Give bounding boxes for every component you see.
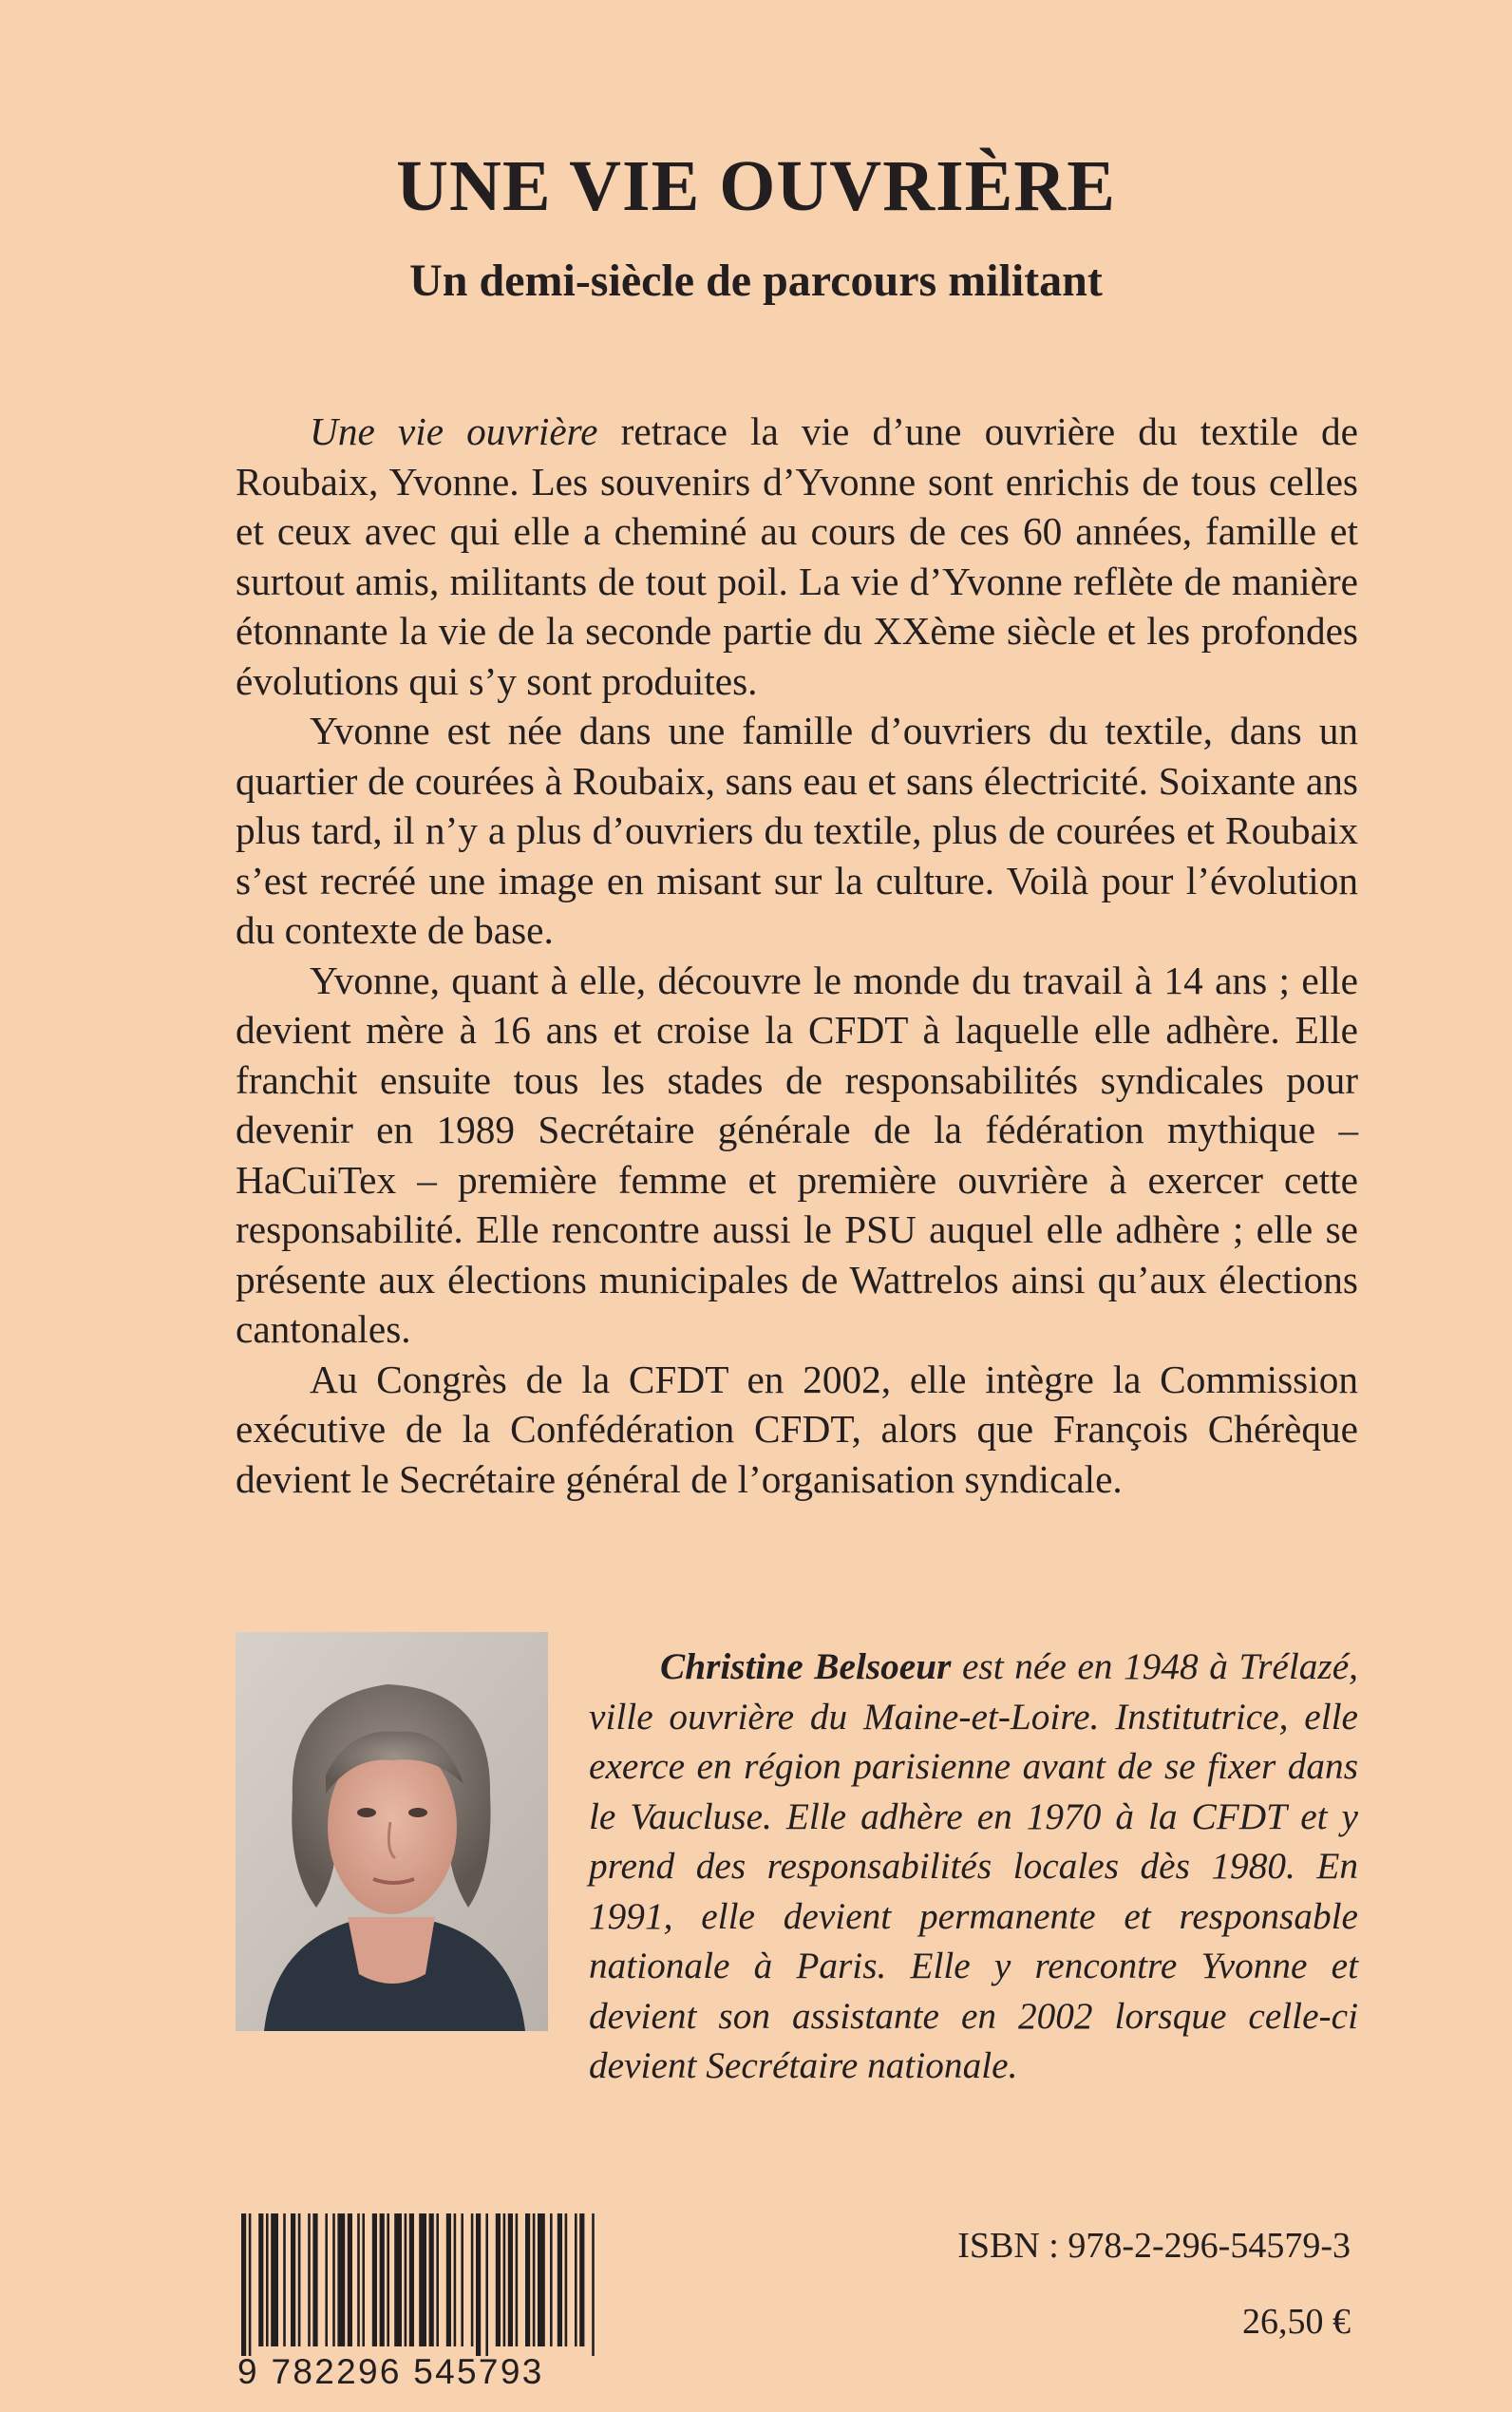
barcode-bar: [325, 2213, 328, 2346]
barcode-bar: [409, 2213, 414, 2346]
barcode-bar: [380, 2213, 385, 2346]
barcode-bar: [241, 2213, 246, 2356]
barcode-bar: [419, 2213, 426, 2346]
book-title: UNE VIE OUVRIÈRE: [396, 146, 1116, 226]
barcode-bar: [446, 2213, 451, 2346]
summary-paragraph-1-text: retrace la vie d’une ouvrière du textile de Roubaix, Yvonne. Les souvenirs d’Yvonne sont enrichis de tous celles et ceux avec qui elle a cheminé au cours de ces 60 années, famille et surtout amis, militants de tout poil. La vie d’Yvonne reflète de manière étonnante la vie de la seconde partie du XXème siècle et les profondes évolutions qui s’y sont produites.: [236, 409, 1358, 703]
barcode-bar: [525, 2213, 530, 2346]
barcode-bar: [362, 2213, 365, 2346]
barcode-bar: [308, 2213, 311, 2346]
barcode-bar: [558, 2213, 562, 2346]
author-name: Christine Belsoeur: [660, 1645, 952, 1687]
barcode-bar: [258, 2213, 263, 2346]
barcode-bar: [454, 2213, 457, 2346]
barcode-bar: [485, 2213, 488, 2356]
barcode-bar: [436, 2213, 439, 2346]
book-subtitle: Un demi-siècle de parcours militant: [409, 256, 1103, 306]
barcode-bar: [312, 2213, 317, 2346]
barcode-bar: [283, 2213, 286, 2346]
price: 26,50 €: [1242, 2302, 1351, 2342]
barcode-bar: [533, 2213, 536, 2346]
barcode-bar: [503, 2213, 506, 2346]
barcode-bar: [357, 2213, 360, 2346]
barcode: [237, 2213, 603, 2356]
barcode-bar: [372, 2213, 377, 2346]
barcode-bar: [271, 2213, 278, 2346]
barcode-bar: [348, 2213, 352, 2346]
summary-paragraph-3: Yvonne, quant à elle, découvre le monde du travail à 14 ans ; elle devient mère à 16 ans et croise la CFDT à laquelle elle adhère. Elle franchit ensuite tous les stades de responsabilités syndicales pour devenir en 1989 Secrétaire générale de la fédération mythique – HaCuiTex – première femme et première ouvrière à exercer cette responsabilité. Elle rencontre aussi le PSU auquel elle adhère ; elle se présente aux élections municipales de Wattrelos ainsi qu’aux élections cantonales.: [236, 958, 1358, 1351]
barcode-bar: [579, 2213, 584, 2346]
barcode-bar: [298, 2213, 301, 2346]
barcode-bar: [508, 2213, 513, 2346]
barcode-bar: [565, 2213, 568, 2346]
summary-title-italic: Une vie ouvrière: [310, 409, 598, 453]
barcode-bar: [575, 2213, 577, 2346]
barcode-digits: 9 782296 545793: [237, 2352, 544, 2391]
barcode-bar: [405, 2213, 407, 2346]
barcode-bar: [496, 2213, 501, 2346]
barcode-bar: [266, 2213, 269, 2346]
barcode-bar: [538, 2213, 545, 2346]
author-photo: [236, 1632, 548, 2031]
summary-paragraph-2: Yvonne est née dans une famille d’ouvriers du textile, dans un quartier de courées à Roubaix, sans eau et sans électricité. Soixante ans plus tard, il n’y a plus d’ouvriers du textile, plus de courées et Roubaix s’est recréé une image en misant sur la culture. Voilà pour l’évolution du contexte de base.: [236, 709, 1358, 952]
barcode-bar: [394, 2213, 402, 2346]
author-bio: [589, 1642, 1358, 2091]
summary-paragraph-4: Au Congrès de la CFDT en 2002, elle intègre la Commission exécutive de la Confédération CFDT, alors que François Chérèque devient le Secrétaire général de l’organisation syndicale.: [236, 1357, 1358, 1501]
barcode-bar: [471, 2213, 474, 2346]
barcode-bar: [476, 2213, 481, 2356]
barcode-bar: [387, 2213, 389, 2346]
barcode-bar: [516, 2213, 519, 2346]
author-bio-text: est née en 1948 à Trélazé, ville ouvrière du Maine-et-Loire. Institutrice, elle exerce en région parisienne avant de se fixer dans le Vaucluse. Elle adhère en 1970 à la CFDT et y prend des responsabilités locales dès 1980. En 1991, elle devient permanente et responsable nationale à Paris. Elle y rencontre Yvonne et devient son assistante en 2002 lorsque celle-ci devient Secrétaire nationale.: [589, 1645, 1358, 2086]
barcode-bar: [291, 2213, 295, 2346]
barcode-bar: [337, 2213, 345, 2346]
barcode-bar: [550, 2213, 553, 2346]
summary-text: [236, 407, 1358, 1504]
barcode-bar: [249, 2213, 252, 2356]
barcode-bar: [592, 2213, 595, 2356]
barcode-bar: [332, 2213, 335, 2346]
author-bio-paragraph: [589, 1642, 1358, 2091]
barcode-bar: [429, 2213, 434, 2346]
isbn: ISBN : 978-2-296-54579-3: [957, 2226, 1351, 2266]
summary-paragraph-1: [236, 407, 1358, 706]
barcode-bar: [461, 2213, 463, 2346]
